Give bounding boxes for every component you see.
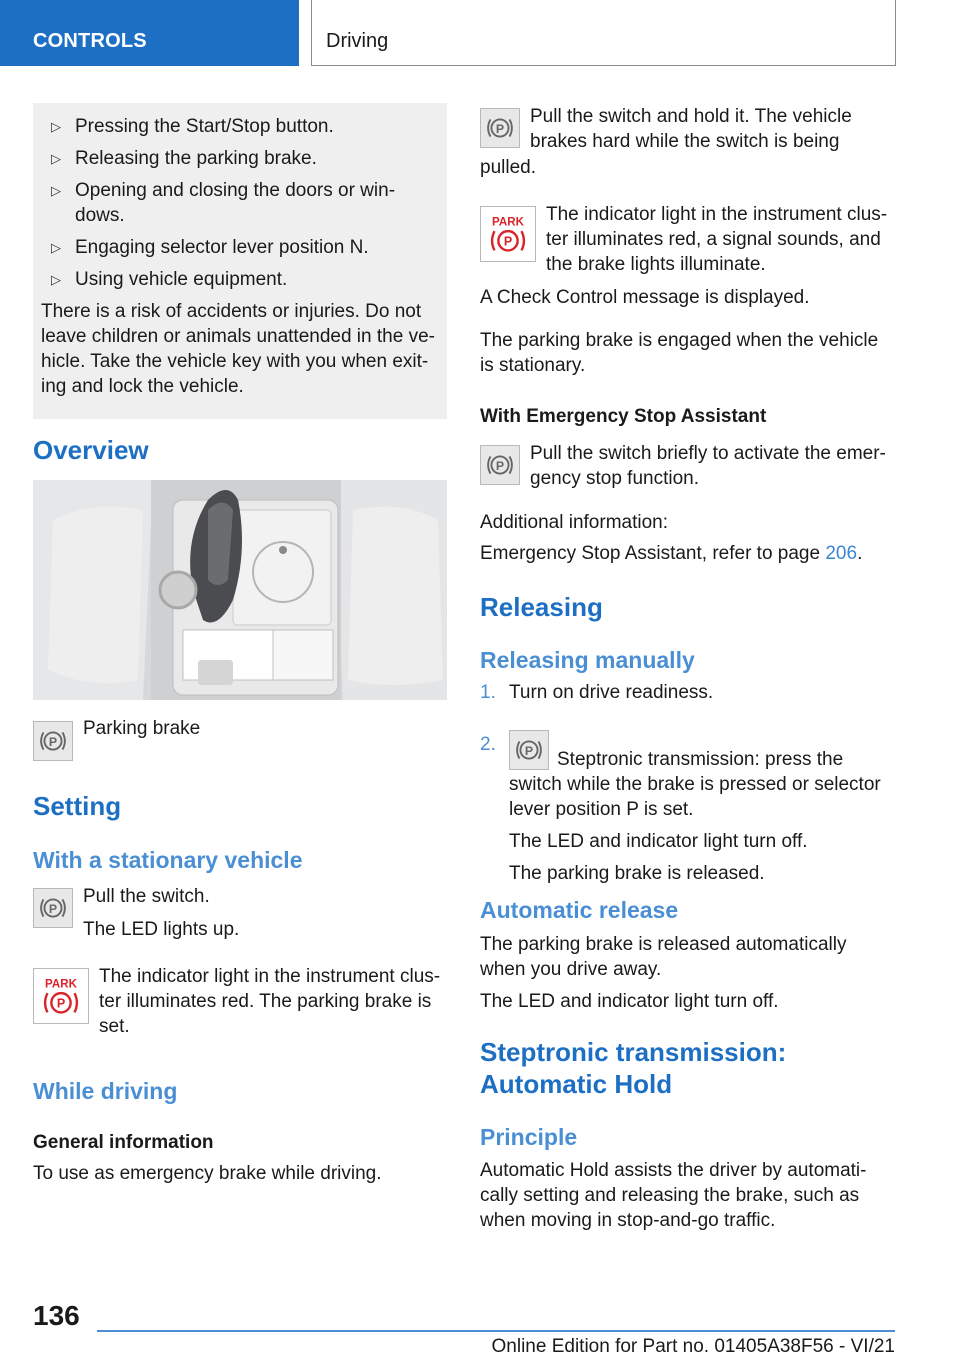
principle-heading: Principle — [480, 1124, 578, 1150]
triangle-bullet-icon: ▷ — [51, 183, 61, 198]
triangle-bullet-icon: ▷ — [51, 240, 61, 255]
warning-box — [33, 103, 447, 419]
svg-text:P: P — [503, 234, 513, 249]
indicator-red-text: The indicator light in the instrument clus- ter illuminates red. The parking brake is set. — [99, 966, 441, 1037]
warning-bullet: ▷ Using vehicle equipment. — [51, 269, 288, 290]
park-indicator-icon — [480, 206, 536, 262]
left-column — [33, 103, 447, 419]
parking-brake-caption: Parking brake — [83, 718, 201, 739]
svg-text:P: P — [56, 996, 66, 1011]
setting-heading: Setting — [33, 791, 122, 821]
esa-reference: Emergency Stop Assistant, refer to page 206. — [480, 543, 863, 564]
general-info-heading: General information — [33, 1132, 214, 1153]
emergency-use-text: To use as emergency brake while driving. — [33, 1163, 382, 1184]
indicator-signal-text: The indicator light in the instrument clus- ter illuminates red, a signal sounds, and the brake lights illuminate. — [546, 204, 888, 275]
warning-text: There is a risk of accidents or injuries. Do not leave children or animals unattended in the ve- hicle. Take the vehicle key with you when exit- ing and lock the vehicle. — [41, 301, 435, 397]
svg-text:PARK: PARK — [492, 216, 524, 229]
chapter-tab — [311, 0, 896, 66]
section-title: CONTROLS — [33, 30, 147, 52]
while-driving-heading: While driving — [33, 1078, 178, 1104]
footer-divider — [97, 1330, 895, 1332]
parking-brake-switch-icon — [509, 730, 549, 770]
parking-brake-switch-icon — [33, 888, 73, 928]
triangle-bullet-icon: ▷ — [51, 119, 61, 134]
parking-brake-switch-icon — [480, 108, 520, 148]
section-tab — [0, 0, 299, 66]
svg-text:P: P — [48, 734, 58, 749]
park-indicator-icon — [33, 968, 89, 1024]
step-2: 2. P Steptronic transmission: press the switch while the brake is pressed or selector lever position P is set. The LED and indicator light turn off. The parking brake is released. — [480, 732, 895, 886]
chapter-title: Driving — [326, 30, 389, 52]
center-console-photo — [33, 480, 447, 700]
overview-heading: Overview — [33, 435, 149, 465]
warning-bullet: ▷ Pressing the Start/Stop button. — [51, 116, 334, 137]
edition-text: Online Edition for Part no. 01405A38F56 - VI/21 — [491, 1336, 895, 1357]
led-lights-text: The LED lights up. — [83, 919, 240, 940]
stationary-heading: With a stationary vehicle — [33, 847, 303, 873]
parking-brake-switch-icon — [480, 445, 520, 485]
page-number: 136 — [33, 1300, 80, 1331]
check-control-text: A Check Control message is displayed. — [480, 287, 810, 308]
auto-release-led: The LED and indicator light turn off. — [480, 991, 779, 1012]
pull-hold-cont: pulled. — [480, 157, 536, 178]
esa-text: Pull the switch briefly to activate the emer- gency stop function. — [530, 443, 886, 489]
engaged-text: The parking brake is engaged when the vehicle is stationary. — [480, 330, 879, 376]
esa-heading: With Emergency Stop Assistant — [480, 406, 767, 427]
pull-switch-text: Pull the switch. — [83, 886, 210, 907]
warning-bullet: ▷ Releasing the parking brake. — [51, 148, 317, 169]
pull-hold-text: Pull the switch and hold it. The vehicle brakes hard while the switch is being — [530, 106, 852, 152]
warning-bullet: ▷ Opening and closing the doors or win- dows. — [51, 180, 396, 226]
svg-text:P: P — [524, 743, 534, 758]
parking-brake-switch-icon — [33, 721, 73, 761]
additional-info-label: Additional information: — [480, 512, 668, 533]
svg-text:PARK: PARK — [45, 978, 77, 991]
auto-release-text: The parking brake is released automatically when you drive away. — [480, 934, 847, 980]
principle-text: Automatic Hold assists the driver by automati- cally setting and releasing the brake, such as when moving in stop-and-go traffic. — [480, 1160, 867, 1231]
auto-release-heading: Automatic release — [480, 897, 679, 923]
svg-text:P: P — [495, 458, 505, 473]
step-1: 1. Turn on drive readiness. — [480, 682, 714, 703]
svg-text:P: P — [48, 901, 58, 916]
warning-bullet: ▷ Engaging selector lever position N. — [51, 237, 369, 258]
steptronic-heading: Steptronic transmission: Automatic Hold — [480, 1037, 787, 1099]
svg-text:P: P — [495, 121, 505, 136]
triangle-bullet-icon: ▷ — [51, 272, 61, 287]
releasing-heading: Releasing — [480, 592, 603, 622]
releasing-manually-heading: Releasing manually — [480, 647, 695, 673]
triangle-bullet-icon: ▷ — [51, 151, 61, 166]
page-206-link[interactable]: 206 — [825, 543, 858, 564]
